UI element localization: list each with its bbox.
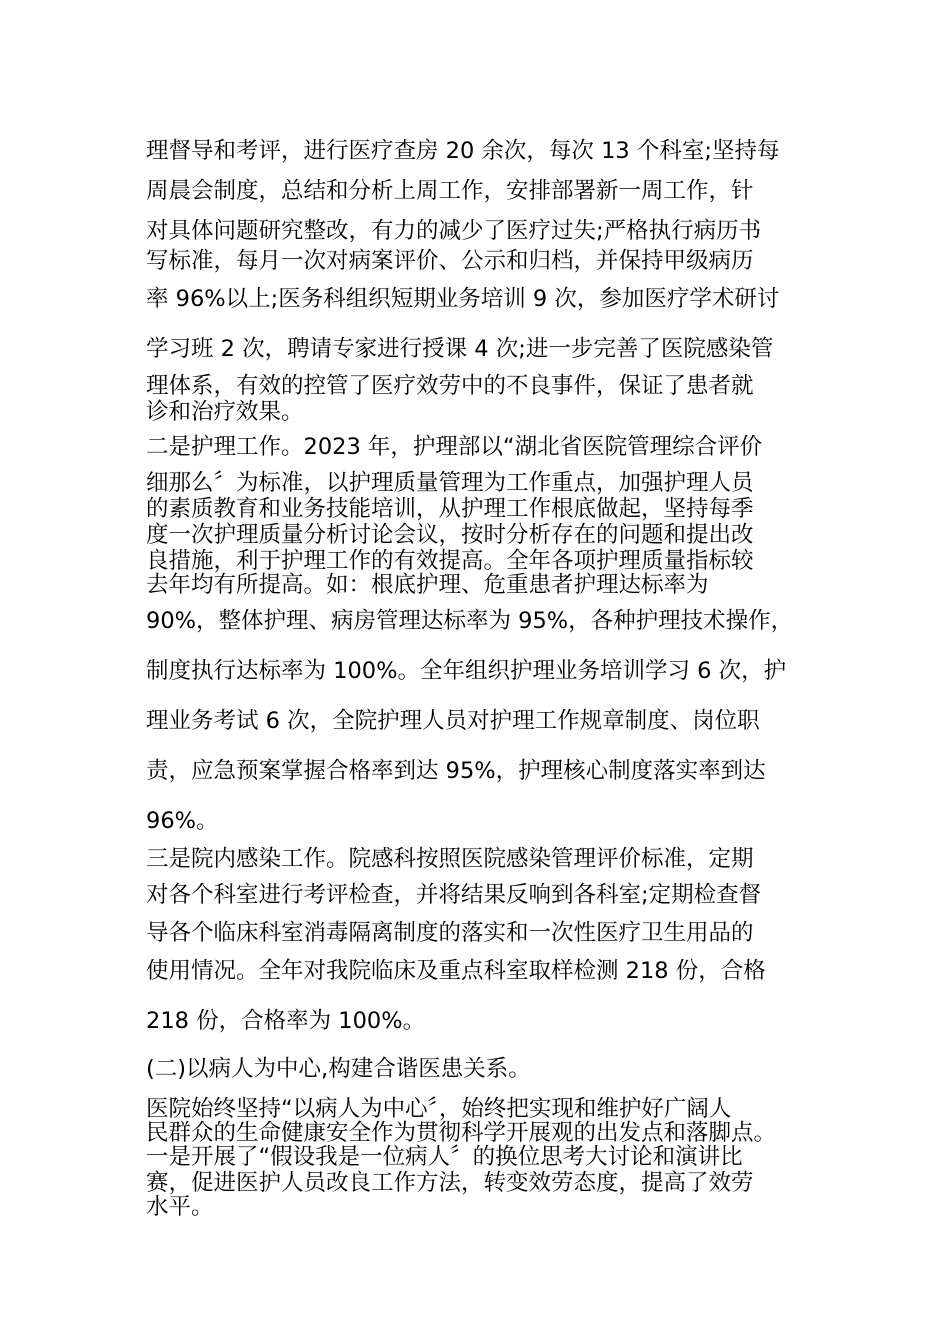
text-line: 三是院内感染工作。院感科按照医院感染管理评价标准，定期 — [146, 846, 754, 872]
text-line: 责，应急预案掌握合格率到达 95%，护理核心制度落实率到达 — [146, 758, 766, 784]
text-line: 对具体问题研究整改，有力的减少了医疗过失;严格执行病历书 — [146, 218, 762, 244]
text-line: 良措施，利于护理工作的有效提高。全年各项护理质量指标较 — [146, 548, 754, 574]
text-line: 理体系，有效的控管了医疗效劳中的不良事件，保证了患者就 — [146, 373, 754, 399]
text-line: 去年均有所提高。如：根底护理、危重患者护理达标率为 — [146, 572, 709, 598]
text-line: 周晨会制度，总结和分析上周工作，安排部署新一周工作，针 — [146, 178, 754, 204]
text-line: 一是开展了“假设我是一位病人〞的换位思考大讨论和演讲比 — [146, 1144, 743, 1170]
text-line: 赛，促进医护人员改良工作方法，转变效劳态度，提高了效劳 — [146, 1170, 754, 1196]
text-line: 使用情况。全年对我院临床及重点科室取样检测 218 份，合格 — [146, 958, 766, 984]
text-line: 民群众的生命健康安全作为贯彻科学开展观的出发点和落脚点。 — [146, 1120, 777, 1146]
text-line: 导各个临床科室消毒隔离制度的落实和一次性医疗卫生用品的 — [146, 920, 754, 946]
text-line: 率 96%以上;医务科组织短期业务培训 9 次，参加医疗学术研讨 — [146, 286, 780, 312]
text-line: 理督导和考评，进行医疗查房 20 余次，每次 13 个科室;坚持每 — [146, 138, 780, 164]
text-line: 90%，整体护理、病房管理达标率为 95%，各种护理技术操作， — [146, 608, 794, 634]
text-line: 写标准，每月一次对病案评价、公示和归档，并保持甲级病历 — [146, 248, 754, 274]
text-line: 水平。 — [146, 1194, 214, 1220]
text-line: 度一次护理质量分析讨论会议，按时分析存在的问题和提出改 — [146, 522, 754, 548]
text-line: 218 份，合格率为 100%。 — [146, 1008, 426, 1034]
text-line: 细那么〞为标准，以护理质量管理为工作重点，加强护理人员 — [146, 470, 754, 496]
text-line: (二)以病人为中心,构建合谐医患关系。 — [146, 1056, 531, 1082]
text-line: 对各个科室进行考评检查，并将结果反响到各科室;定期检查督 — [146, 882, 762, 908]
text-line: 制度执行达标率为 100%。全年组织护理业务培训学习 6 次，护 — [146, 658, 787, 684]
text-line: 二是护理工作。2023 年，护理部以“湖北省医院管理综合评价 — [146, 434, 763, 460]
text-line: 学习班 2 次，聘请专家进行授课 4 次;进一步完善了医院感染管 — [146, 336, 774, 362]
text-line: 医院始终坚持“以病人为中心〞，始终把实现和维护好广阔人 — [146, 1096, 732, 1122]
text-line: 96%。 — [146, 808, 219, 834]
text-line: 诊和治疗效果。 — [146, 399, 304, 425]
text-line: 理业务考试 6 次，全院护理人员对护理工作规章制度、岗位职 — [146, 708, 760, 734]
text-line: 的素质教育和业务技能培训，从护理工作根底做起，坚持每季 — [146, 496, 754, 522]
